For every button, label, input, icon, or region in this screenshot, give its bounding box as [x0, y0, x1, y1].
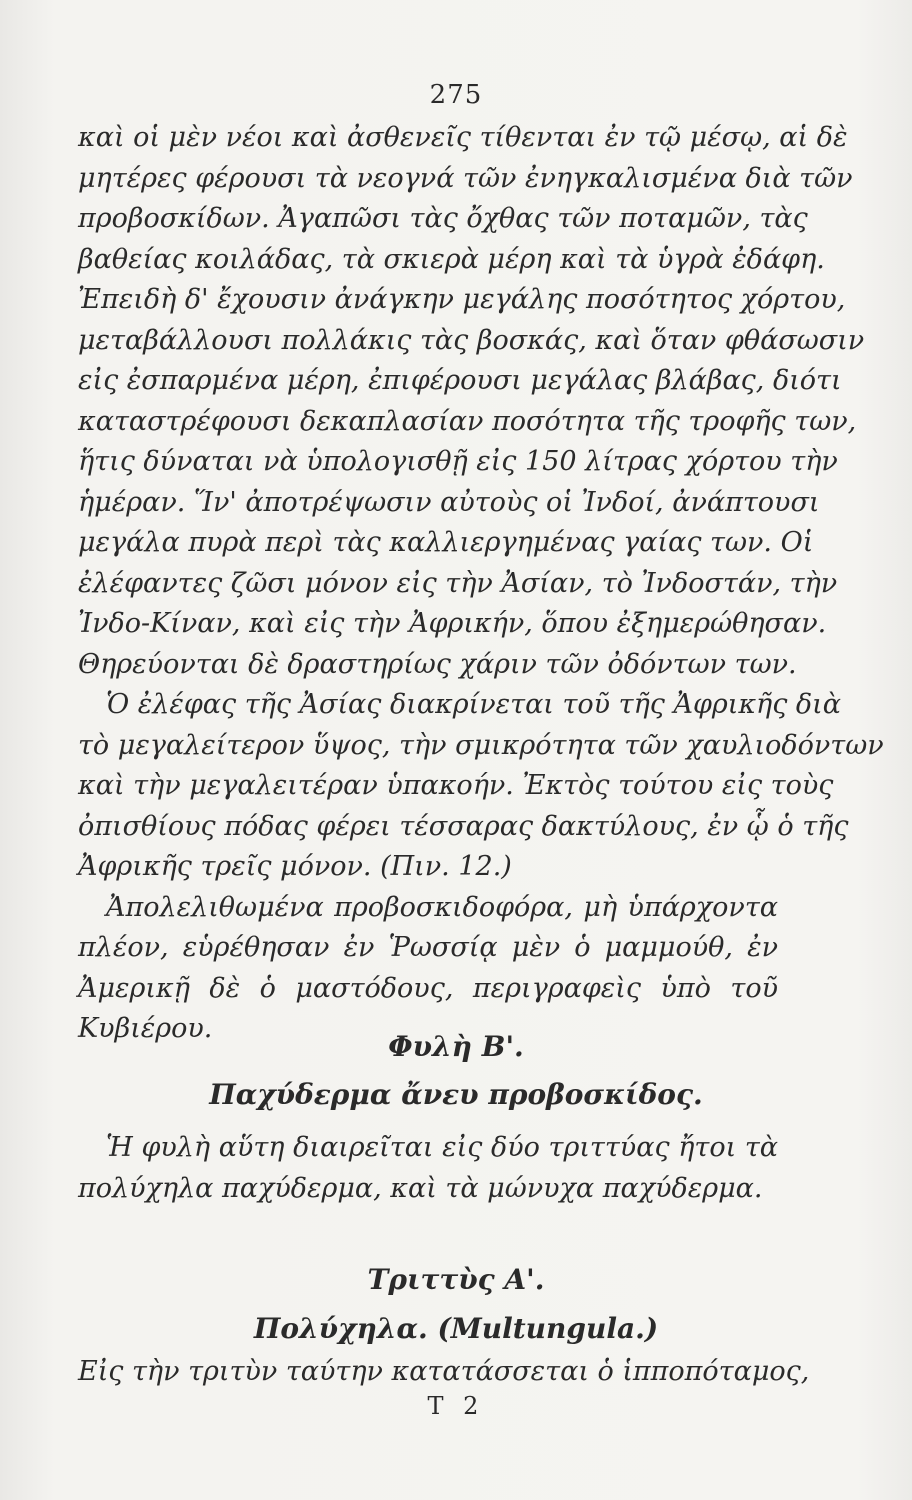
paragraph-asian-elephant	[78, 685, 884, 888]
text-line: τὸ μεγαλείτερον ὕψος, τὴν σμικρότητα τῶν χαυλιοδόντων	[78, 729, 884, 761]
polychela-heading: Πολύχηλα. (Multungula.)	[253, 1312, 659, 1345]
text-line: καὶ οἱ μὲν νέοι καὶ ἀσθενεῖς τίθενται ἐν τῷ μέσῳ, αἱ δὲ	[78, 122, 848, 153]
tribe-heading: Φυλὴ Β'.	[388, 1030, 524, 1063]
text-line: πολύχηλα παχύδερμα, καὶ τὰ μώνυχα παχύδερμα.	[78, 1172, 763, 1204]
printer-signature: T 2	[427, 1392, 485, 1420]
text-line: Ἀφρικῆς τρεῖς μόνον. (Πιν. 12.)	[78, 851, 512, 882]
text-line: ἥτις δύναται νὰ ὑπολογισθῇ εἰς 150 λίτρας χόρτου τὴν	[78, 446, 838, 477]
text-line: μεγάλα πυρὰ περὶ τὰς καλλιεργημένας γαίας των. Οἱ	[78, 527, 814, 558]
paragraph-final	[78, 1352, 810, 1393]
text-line: Εἰς τὴν τριτὺν ταύτην κατατάσσεται ὁ ἱπποπόταμος,	[78, 1356, 810, 1387]
text-line: μητέρες φέρουσι τὰ νεογνά τῶν ἐνηγκαλισμένα διὰ τῶν	[78, 162, 853, 194]
tribe-subheading: Παχύδερμα ἄνευ προβοσκίδος.	[209, 1078, 703, 1111]
text-line: ἐλέφαντες ζῶσι μόνον εἰς τὴν Ἀσίαν, τὸ Ἰνδοστάν, τὴν	[78, 567, 838, 599]
text-line: Ἀπολελιθωμένα προβοσκιδοφόρα, μὴ ὑπάρχοντα	[106, 891, 778, 923]
text-line: Ἰνδο-Κίναν, καὶ εἰς τὴν Ἀφρικήν, ὅπου ἐξημερώθησαν.	[78, 608, 827, 639]
text-line: Ἀμερικῇ δὲ ὁ μαστόδους, περιγραφεὶς ὑπὸ τοῦ	[78, 972, 778, 1004]
text-line: Θηρεύονται δὲ δραστηρίως χάριν τῶν ὀδόντων των.	[78, 648, 797, 680]
main-text	[78, 118, 884, 1050]
text-line: βαθείας κοιλάδας, τὰ σκιερὰ μέρη καὶ τὰ ὑγρὰ ἐδάφη.	[78, 243, 825, 275]
text-line: προβοσκίδων. Ἀγαπῶσι τὰς ὄχθας τῶν ποταμῶν, τὰς	[78, 203, 808, 234]
text-line: ἡμέραν. Ἵν' ἀποτρέψωσιν αὐτοὺς οἱ Ἰνδοί, ἀνάπτουσι	[78, 486, 820, 518]
text-line: καὶ τὴν μεγαλειτέραν ὑπακοήν. Ἐκτὸς τούτου εἰς τοὺς	[78, 770, 834, 801]
text-line: Κυβιέρου.	[78, 1013, 213, 1044]
paragraph-elephant-habits	[78, 118, 865, 685]
page-number: 275	[429, 80, 483, 110]
text-line: Ἡ φυλὴ αὕτη διαιρεῖται εἰς δύο τριττύας ἤτοι τὰ	[106, 1132, 778, 1163]
paragraph-tribe-division	[78, 1128, 778, 1209]
text-line: μεταβάλλουσι πολλάκις τὰς βοσκάς, καὶ ὅταν φθάσωσιν	[78, 324, 865, 356]
text-line: καταστρέφουσι δεκαπλασίαν ποσότητα τῆς τροφῆς των,	[78, 405, 857, 437]
text-line: εἰς ἐσπαρμένα μέρη, ἐπιφέρουσι μεγάλας βλάβας, διότι	[78, 365, 842, 396]
text-line: Ὁ ἐλέφας τῆς Ἀσίας διακρίνεται τοῦ τῆς Ἀφρικῆς διὰ	[106, 689, 841, 720]
text-line: ὀπισθίους πόδας φέρει τέσσαρας δακτύλους, ἐν ᾧ ὁ τῆς	[78, 810, 849, 842]
text-line: πλέον, εὑρέθησαν ἐν Ῥωσσίᾳ μὲν ὁ μαμμούθ, ἐν	[78, 932, 778, 963]
paragraph-fossils	[78, 888, 778, 1050]
text-line: Ἐπειδὴ δ' ἔχουσιν ἀνάγκην μεγάλης ποσότητος χόρτου,	[78, 284, 846, 315]
trittys-heading: Τριττὺς Α'.	[367, 1263, 545, 1296]
